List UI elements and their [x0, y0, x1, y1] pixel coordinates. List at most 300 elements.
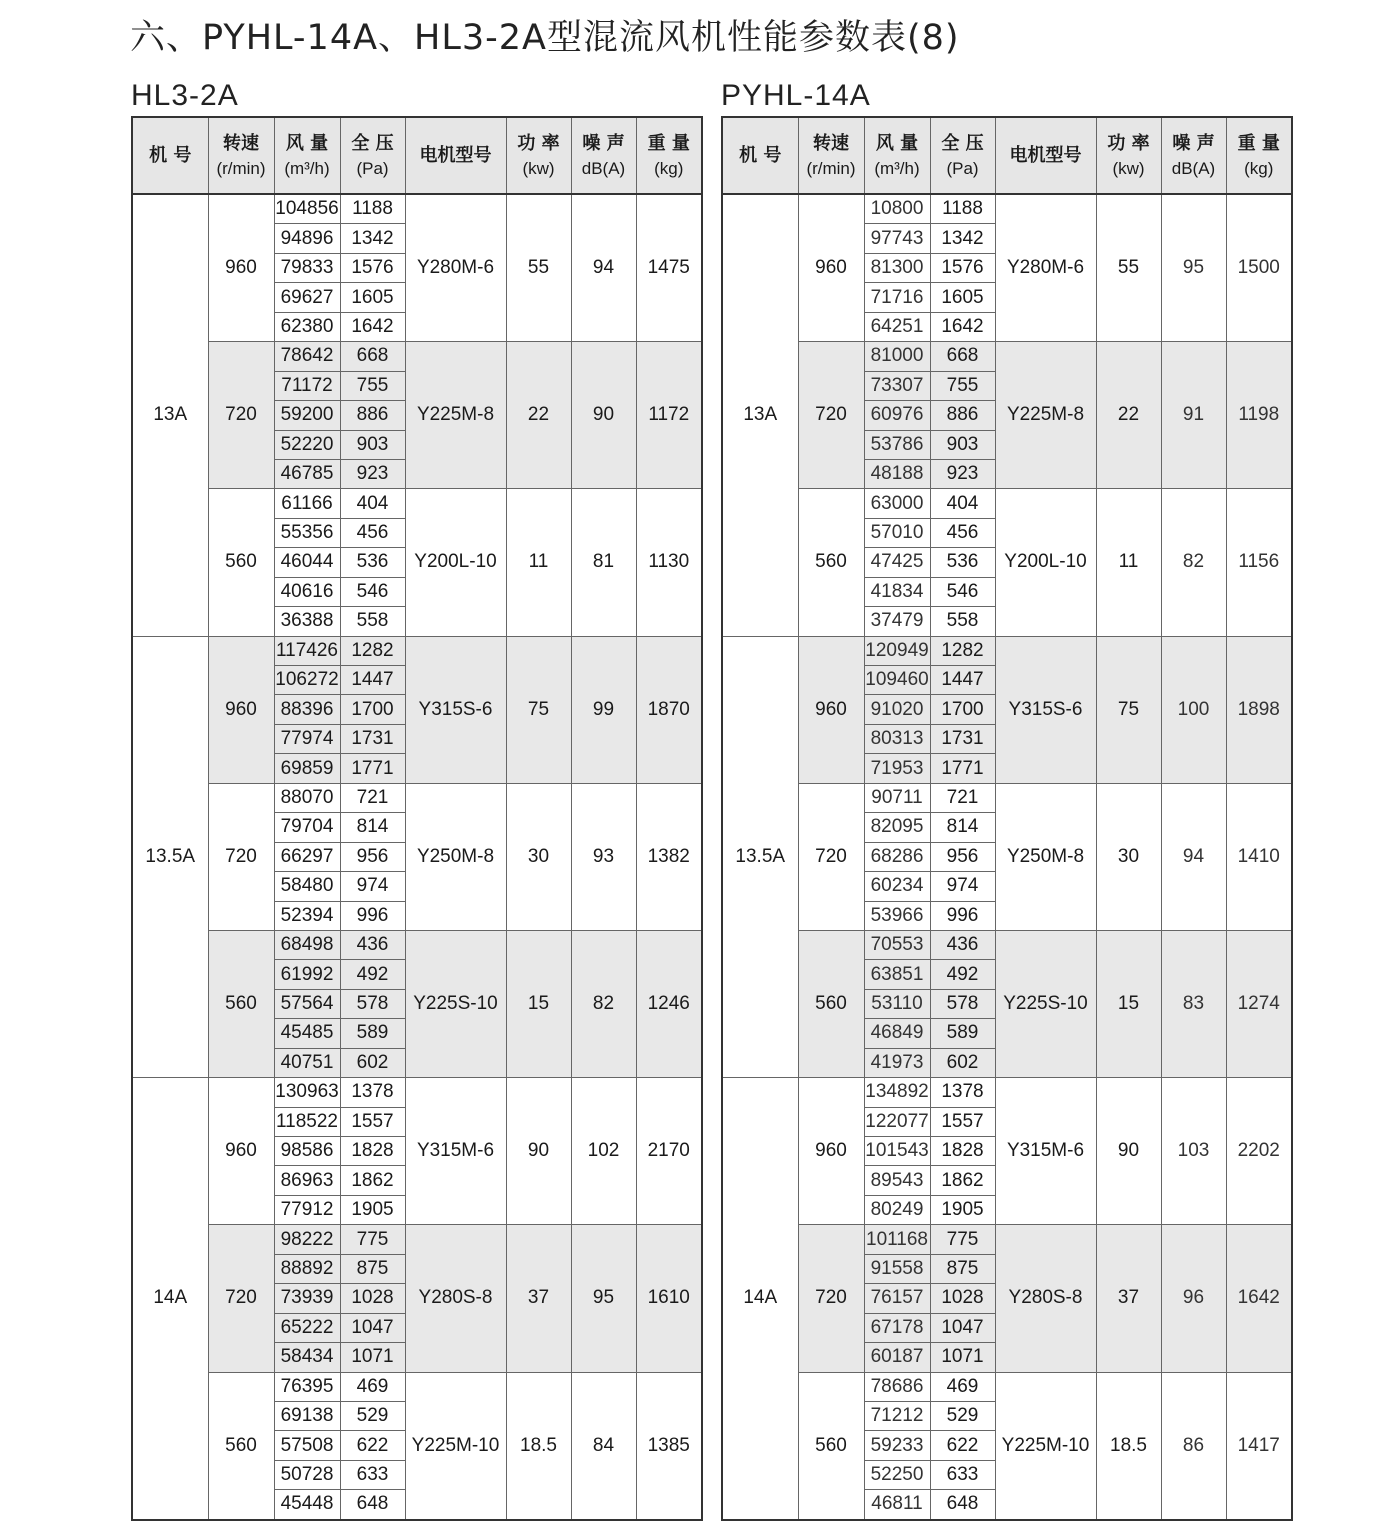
flow-value: 82095	[864, 813, 930, 842]
pressure-value: 956	[930, 842, 995, 871]
pressure-value: 492	[340, 960, 405, 989]
pressure-value: 1731	[930, 724, 995, 753]
flow-value: 71953	[864, 754, 930, 783]
speed-value: 720	[798, 783, 864, 930]
flow-value: 80249	[864, 1195, 930, 1224]
flow-value: 91020	[864, 695, 930, 724]
weight-value: 1382	[636, 783, 702, 930]
flow-value: 71172	[274, 371, 340, 400]
pressure-value: 1731	[340, 724, 405, 753]
flow-value: 40616	[274, 577, 340, 606]
speed-value: 720	[208, 1225, 274, 1372]
weight-value: 1274	[1226, 930, 1292, 1077]
pressure-value: 1342	[340, 224, 405, 253]
table-body	[722, 194, 1292, 1520]
power-value: 22	[506, 342, 571, 489]
speed-value: 960	[798, 636, 864, 783]
pressure-value: 721	[340, 783, 405, 812]
header-speed: 转速 (r/min)	[798, 117, 864, 194]
flow-value: 76157	[864, 1284, 930, 1313]
pressure-value: 622	[340, 1431, 405, 1460]
motor-model: Y280M-6	[995, 194, 1096, 342]
pressure-value: 1862	[930, 1166, 995, 1195]
pressure-value: 974	[930, 872, 995, 901]
power-value: 37	[506, 1225, 571, 1372]
flow-value: 52220	[274, 430, 340, 459]
performance-table	[131, 116, 703, 1521]
pressure-value: 755	[340, 371, 405, 400]
flow-value: 70553	[864, 930, 930, 959]
flow-value: 65222	[274, 1313, 340, 1342]
noise-value: 86	[1161, 1372, 1226, 1520]
table-row	[722, 636, 1292, 665]
header-flow: 风 量 (m³/h)	[274, 117, 340, 194]
pressure-value: 578	[930, 989, 995, 1018]
power-value: 30	[1096, 783, 1161, 930]
pressure-value: 469	[930, 1372, 995, 1401]
flow-value: 63851	[864, 960, 930, 989]
noise-value: 95	[1161, 194, 1226, 342]
flow-value: 69138	[274, 1401, 340, 1430]
pressure-value: 1342	[930, 224, 995, 253]
flow-value: 57564	[274, 989, 340, 1018]
power-value: 15	[506, 930, 571, 1077]
pressure-value: 633	[930, 1460, 995, 1489]
power-value: 11	[1096, 489, 1161, 636]
table-row	[132, 194, 702, 224]
table-label: HL3-2A	[131, 79, 239, 112]
flow-value: 78686	[864, 1372, 930, 1401]
flow-value: 10800	[864, 194, 930, 224]
motor-model: Y250M-8	[405, 783, 506, 930]
header-weight: 重 量 (kg)	[636, 117, 702, 194]
pressure-value: 1605	[340, 283, 405, 312]
speed-value: 560	[208, 930, 274, 1077]
table-header	[132, 117, 702, 194]
flow-value: 58434	[274, 1343, 340, 1372]
pressure-value: 529	[930, 1401, 995, 1430]
weight-value: 1642	[1226, 1225, 1292, 1372]
speed-value: 960	[208, 1078, 274, 1225]
motor-model: Y315S-6	[995, 636, 1096, 783]
speed-value: 960	[208, 636, 274, 783]
flow-value: 88396	[274, 695, 340, 724]
flow-value: 79833	[274, 253, 340, 282]
pressure-value: 492	[930, 960, 995, 989]
power-value: 75	[506, 636, 571, 783]
pressure-value: 1447	[930, 666, 995, 695]
noise-value: 96	[1161, 1225, 1226, 1372]
noise-value: 84	[571, 1372, 636, 1520]
pressure-value: 1700	[340, 695, 405, 724]
table-body	[132, 194, 702, 1520]
flow-value: 57508	[274, 1431, 340, 1460]
table-row	[132, 636, 702, 665]
header-speed: 转速 (r/min)	[208, 117, 274, 194]
flow-value: 53786	[864, 430, 930, 459]
pressure-value: 1771	[340, 754, 405, 783]
flow-value: 61166	[274, 489, 340, 518]
table-row	[722, 342, 1292, 371]
pressure-value: 668	[930, 342, 995, 371]
table-row	[722, 194, 1292, 224]
weight-value: 1898	[1226, 636, 1292, 783]
weight-value: 1610	[636, 1225, 702, 1372]
noise-value: 82	[571, 930, 636, 1077]
table-row	[132, 930, 702, 959]
flow-value: 47425	[864, 548, 930, 577]
table-row	[132, 783, 702, 812]
noise-value: 100	[1161, 636, 1226, 783]
header-model: 机 号	[722, 117, 798, 194]
motor-model: Y225M-8	[405, 342, 506, 489]
weight-value: 1156	[1226, 489, 1292, 636]
flow-value: 69627	[274, 283, 340, 312]
motor-model: Y225S-10	[995, 930, 1096, 1077]
flow-value: 36388	[274, 607, 340, 636]
flow-value: 46785	[274, 459, 340, 488]
noise-value: 91	[1161, 342, 1226, 489]
pressure-value: 668	[340, 342, 405, 371]
pressure-value: 974	[340, 872, 405, 901]
noise-value: 94	[571, 194, 636, 342]
flow-value: 41834	[864, 577, 930, 606]
pressure-value: 436	[930, 930, 995, 959]
pressure-value: 755	[930, 371, 995, 400]
header-pressure: 全 压 (Pa)	[340, 117, 405, 194]
flow-value: 46849	[864, 1019, 930, 1048]
table-row	[722, 1372, 1292, 1401]
pressure-value: 1862	[340, 1166, 405, 1195]
noise-value: 103	[1161, 1078, 1226, 1225]
flow-value: 68498	[274, 930, 340, 959]
model-number: 14A	[132, 1078, 208, 1520]
model-number: 13A	[132, 194, 208, 636]
flow-value: 94896	[274, 224, 340, 253]
weight-value: 1500	[1226, 194, 1292, 342]
pressure-value: 814	[340, 813, 405, 842]
noise-value: 81	[571, 489, 636, 636]
model-number: 13.5A	[722, 636, 798, 1078]
flow-value: 98222	[274, 1225, 340, 1254]
noise-value: 102	[571, 1078, 636, 1225]
pressure-value: 1447	[340, 666, 405, 695]
table-row	[132, 1078, 702, 1107]
speed-value: 720	[208, 342, 274, 489]
power-value: 15	[1096, 930, 1161, 1077]
flow-value: 117426	[274, 636, 340, 665]
pressure-value: 622	[930, 1431, 995, 1460]
speed-value: 960	[798, 194, 864, 342]
flow-value: 134892	[864, 1078, 930, 1107]
flow-value: 53110	[864, 989, 930, 1018]
header-power: 功 率 (kw)	[1096, 117, 1161, 194]
pressure-value: 775	[340, 1225, 405, 1254]
speed-value: 960	[798, 1078, 864, 1225]
header-model: 机 号	[132, 117, 208, 194]
flow-value: 109460	[864, 666, 930, 695]
motor-model: Y200L-10	[995, 489, 1096, 636]
flow-value: 40751	[274, 1048, 340, 1077]
table-row	[722, 1078, 1292, 1107]
pressure-value: 1905	[930, 1195, 995, 1224]
flow-value: 60234	[864, 872, 930, 901]
header-power: 功 率 (kw)	[506, 117, 571, 194]
pressure-value: 589	[930, 1019, 995, 1048]
table-panel-pyhl-14a	[721, 76, 1291, 1521]
pressure-value: 536	[930, 548, 995, 577]
noise-value: 99	[571, 636, 636, 783]
pressure-value: 578	[340, 989, 405, 1018]
pressure-value: 996	[340, 901, 405, 930]
header-noise: 噪 声 dB(A)	[571, 117, 636, 194]
pressure-value: 721	[930, 783, 995, 812]
flow-value: 58480	[274, 872, 340, 901]
pressure-value: 923	[930, 459, 995, 488]
table-label: PYHL-14A	[721, 79, 871, 112]
flow-value: 69859	[274, 754, 340, 783]
flow-value: 101168	[864, 1225, 930, 1254]
pressure-value: 1188	[340, 194, 405, 224]
motor-model: Y280S-8	[405, 1225, 506, 1372]
pressure-value: 1576	[340, 253, 405, 282]
flow-value: 57010	[864, 518, 930, 547]
flow-value: 89543	[864, 1166, 930, 1195]
pressure-value: 404	[930, 489, 995, 518]
weight-value: 1246	[636, 930, 702, 1077]
table-row	[132, 1225, 702, 1254]
pressure-value: 456	[930, 518, 995, 547]
table-row	[132, 342, 702, 371]
flow-value: 120949	[864, 636, 930, 665]
noise-value: 94	[1161, 783, 1226, 930]
flow-value: 77912	[274, 1195, 340, 1224]
pressure-value: 469	[340, 1372, 405, 1401]
weight-value: 1385	[636, 1372, 702, 1520]
table-row	[132, 489, 702, 518]
power-value: 75	[1096, 636, 1161, 783]
flow-value: 73307	[864, 371, 930, 400]
pressure-value: 648	[340, 1490, 405, 1520]
flow-value: 91558	[864, 1254, 930, 1283]
pressure-value: 1557	[930, 1107, 995, 1136]
motor-model: Y280S-8	[995, 1225, 1096, 1372]
pressure-value: 1028	[930, 1284, 995, 1313]
flow-value: 76395	[274, 1372, 340, 1401]
motor-model: Y315M-6	[405, 1078, 506, 1225]
flow-value: 46811	[864, 1490, 930, 1520]
power-value: 30	[506, 783, 571, 930]
speed-value: 560	[208, 489, 274, 636]
flow-value: 81300	[864, 253, 930, 282]
flow-value: 130963	[274, 1078, 340, 1107]
flow-value: 106272	[274, 666, 340, 695]
speed-value: 720	[798, 342, 864, 489]
flow-value: 80313	[864, 724, 930, 753]
pressure-value: 546	[340, 577, 405, 606]
weight-value: 1417	[1226, 1372, 1292, 1520]
motor-model: Y225M-10	[995, 1372, 1096, 1520]
flow-value: 73939	[274, 1284, 340, 1313]
model-number: 13A	[722, 194, 798, 636]
pressure-value: 633	[340, 1460, 405, 1489]
flow-value: 62380	[274, 312, 340, 341]
pressure-value: 1378	[930, 1078, 995, 1107]
speed-value: 960	[208, 194, 274, 342]
flow-value: 37479	[864, 607, 930, 636]
flow-value: 86963	[274, 1166, 340, 1195]
motor-model: Y315M-6	[995, 1078, 1096, 1225]
weight-value: 1475	[636, 194, 702, 342]
noise-value: 93	[571, 783, 636, 930]
flow-value: 97743	[864, 224, 930, 253]
pressure-value: 1605	[930, 283, 995, 312]
weight-value: 1130	[636, 489, 702, 636]
power-value: 90	[506, 1078, 571, 1225]
weight-value: 1172	[636, 342, 702, 489]
pressure-value: 529	[340, 1401, 405, 1430]
pressure-value: 589	[340, 1019, 405, 1048]
power-value: 55	[506, 194, 571, 342]
flow-value: 78642	[274, 342, 340, 371]
noise-value: 95	[571, 1225, 636, 1372]
motor-model: Y200L-10	[405, 489, 506, 636]
flow-value: 101543	[864, 1137, 930, 1166]
pressure-value: 1828	[930, 1137, 995, 1166]
pressure-value: 1282	[340, 636, 405, 665]
table-row	[722, 783, 1292, 812]
flow-value: 68286	[864, 842, 930, 871]
noise-value: 82	[1161, 489, 1226, 636]
noise-value: 83	[1161, 930, 1226, 1077]
flow-value: 46044	[274, 548, 340, 577]
pressure-value: 558	[340, 607, 405, 636]
pressure-value: 404	[340, 489, 405, 518]
pressure-value: 923	[340, 459, 405, 488]
flow-value: 98586	[274, 1137, 340, 1166]
pressure-value: 1642	[930, 312, 995, 341]
pressure-value: 903	[340, 430, 405, 459]
flow-value: 41973	[864, 1048, 930, 1077]
pressure-value: 996	[930, 901, 995, 930]
pressure-value: 1047	[930, 1313, 995, 1342]
flow-value: 59200	[274, 401, 340, 430]
pressure-value: 1700	[930, 695, 995, 724]
motor-model: Y225M-8	[995, 342, 1096, 489]
flow-value: 122077	[864, 1107, 930, 1136]
pressure-value: 1576	[930, 253, 995, 282]
pressure-value: 1071	[340, 1343, 405, 1372]
table-header	[722, 117, 1292, 194]
motor-model: Y225S-10	[405, 930, 506, 1077]
pressure-value: 956	[340, 842, 405, 871]
flow-value: 52394	[274, 901, 340, 930]
header-noise: 噪 声 dB(A)	[1161, 117, 1226, 194]
header-flow: 风 量 (m³/h)	[864, 117, 930, 194]
power-value: 55	[1096, 194, 1161, 342]
noise-value: 90	[571, 342, 636, 489]
flow-value: 90711	[864, 783, 930, 812]
header-pressure: 全 压 (Pa)	[930, 117, 995, 194]
speed-value: 560	[798, 489, 864, 636]
pressure-value: 1378	[340, 1078, 405, 1107]
flow-value: 52250	[864, 1460, 930, 1489]
speed-value: 720	[798, 1225, 864, 1372]
flow-value: 66297	[274, 842, 340, 871]
pressure-value: 558	[930, 607, 995, 636]
speed-value: 560	[798, 1372, 864, 1520]
flow-value: 60976	[864, 401, 930, 430]
flow-value: 81000	[864, 342, 930, 371]
flow-value: 59233	[864, 1431, 930, 1460]
pressure-value: 456	[340, 518, 405, 547]
weight-value: 1198	[1226, 342, 1292, 489]
flow-value: 88070	[274, 783, 340, 812]
pressure-value: 1282	[930, 636, 995, 665]
weight-value: 1410	[1226, 783, 1292, 930]
speed-value: 720	[208, 783, 274, 930]
pressure-value: 1028	[340, 1284, 405, 1313]
flow-value: 48188	[864, 459, 930, 488]
motor-model: Y250M-8	[995, 783, 1096, 930]
pressure-value: 1071	[930, 1343, 995, 1372]
pressure-value: 875	[930, 1254, 995, 1283]
flow-value: 79704	[274, 813, 340, 842]
performance-table	[721, 116, 1293, 1521]
flow-value: 118522	[274, 1107, 340, 1136]
table-row	[132, 1372, 702, 1401]
pressure-value: 886	[930, 401, 995, 430]
pressure-value: 1905	[340, 1195, 405, 1224]
flow-value: 104856	[274, 194, 340, 224]
motor-model: Y315S-6	[405, 636, 506, 783]
pressure-value: 875	[340, 1254, 405, 1283]
flow-value: 71716	[864, 283, 930, 312]
flow-value: 88892	[274, 1254, 340, 1283]
table-row	[722, 489, 1292, 518]
pressure-value: 546	[930, 577, 995, 606]
table-row	[722, 1225, 1292, 1254]
motor-model: Y280M-6	[405, 194, 506, 342]
pressure-value: 886	[340, 401, 405, 430]
flow-value: 60187	[864, 1343, 930, 1372]
pressure-value: 536	[340, 548, 405, 577]
pressure-value: 1188	[930, 194, 995, 224]
flow-value: 45485	[274, 1019, 340, 1048]
pressure-value: 1642	[340, 312, 405, 341]
flow-value: 63000	[864, 489, 930, 518]
table-row	[722, 930, 1292, 959]
header-weight: 重 量 (kg)	[1226, 117, 1292, 194]
pressure-value: 1557	[340, 1107, 405, 1136]
flow-value: 55356	[274, 518, 340, 547]
pressure-value: 1828	[340, 1137, 405, 1166]
pressure-value: 775	[930, 1225, 995, 1254]
power-value: 18.5	[506, 1372, 571, 1520]
power-value: 11	[506, 489, 571, 636]
power-value: 90	[1096, 1078, 1161, 1225]
pressure-value: 1047	[340, 1313, 405, 1342]
flow-value: 50728	[274, 1460, 340, 1489]
power-value: 37	[1096, 1225, 1161, 1372]
pressure-value: 602	[930, 1048, 995, 1077]
flow-value: 71212	[864, 1401, 930, 1430]
flow-value: 45448	[274, 1490, 340, 1520]
flow-value: 53966	[864, 901, 930, 930]
speed-value: 560	[208, 1372, 274, 1520]
flow-value: 77974	[274, 724, 340, 753]
speed-value: 560	[798, 930, 864, 1077]
